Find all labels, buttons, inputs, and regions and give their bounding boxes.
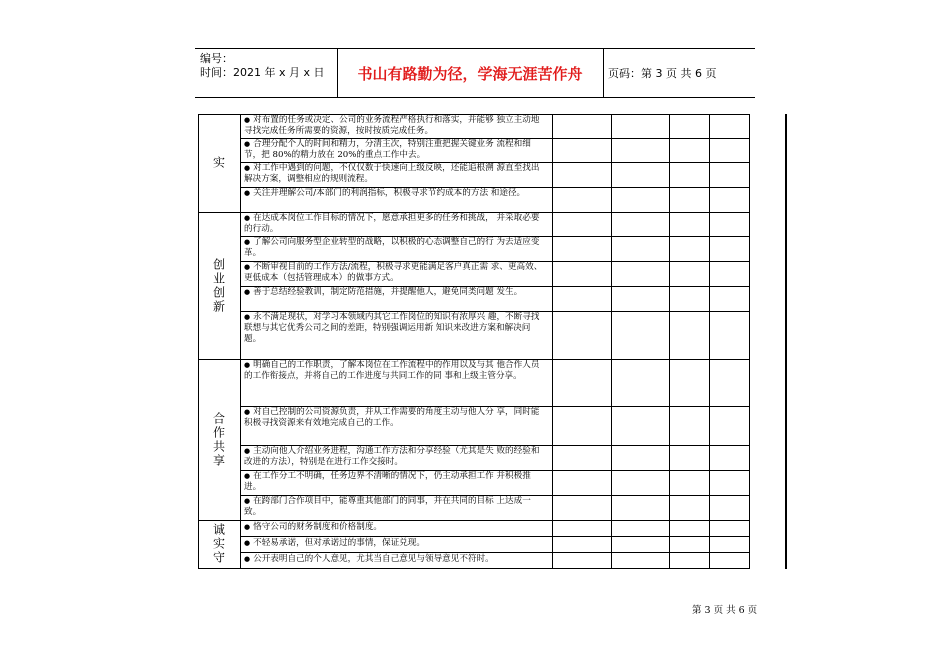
code-label: 编号： — [200, 52, 233, 65]
row-divider — [240, 536, 749, 537]
column-divider — [240, 114, 241, 569]
table-border-bottom — [198, 568, 749, 569]
group-title-chuangye: 创业创新 — [211, 257, 226, 314]
column-divider — [749, 114, 750, 569]
evaluation-table — [198, 114, 789, 569]
criteria-item: ● 不断审视目前的工作方法/流程，积极寻求更能满足客户真正需 求、更高效、更低成本（包括管理成本）的做事方式。 — [244, 262, 543, 284]
criteria-item: ● 合理分配个人的时间和精力，分清主次，特别注重把握关键业务 流程和细节，把 80%的精力放在 20%的重点工作中去。 — [244, 139, 531, 161]
page-header — [195, 48, 755, 98]
column-divider — [552, 114, 553, 569]
group-title-shi: 实 — [211, 156, 226, 170]
date-label: 时间：2021 年 x 月 x 日 — [200, 66, 325, 79]
criteria-item: ● 对布置的任务或决定、公司的业务流程严格执行和落实，并能够 独立主动地寻找完成任务所需要的资源，按时按质完成任务。 — [244, 115, 540, 137]
criteria-item: ● 不轻易承诺，但对承诺过的事情，保证兑现。 — [244, 538, 425, 548]
criteria-item: ● 在跨部门合作项目中，能尊重其他部门的同事，并在共同的目标 上达成一致。 — [244, 496, 531, 518]
criteria-item: ● 对自己控制的公司资源负责，并从工作需要的角度主动与他人分 享，同时能积极寻找资源来有效地完成自己的工作。 — [244, 407, 540, 429]
criteria-item: ● 主动向他人介绍业务进程，沟通工作方法和分享经验（尤其是失 败的经验和改进的方法），特别是在进行工作交接时。 — [244, 446, 540, 468]
criteria-item: ● 对工作中遇到的问题，不仅仅数于快速向上级反映，还能追根溯 源直至找出解决方案，调整相应的规则流程。 — [244, 163, 540, 185]
criteria-item: ● 恪守公司的财务制度和价格制度。 — [244, 522, 383, 532]
column-divider — [611, 114, 612, 569]
criteria-item: ● 善于总结经验教训，制定防范措施，并提醒他人，避免同类问题 发生。 — [244, 287, 523, 297]
criteria-item: ● 永不满足现状，对学习本领域内其它工作岗位的知识有浓厚兴 趣，不断寻找联想与其它优秀公司之间的差距，特别强调运用新 知识来改进方案和解决问题。 — [244, 312, 540, 345]
header-divider — [337, 49, 338, 97]
criteria-item: ● 关注并理解公司/本部门的利润指标，积极寻求节约成本的方法 和途径。 — [244, 188, 526, 198]
column-divider — [669, 114, 670, 569]
table-border-right — [785, 114, 787, 569]
row-divider — [240, 552, 749, 553]
criteria-item: ● 明确自己的工作职责，了解本岗位在工作流程中的作用以及与其 他合作人员的工作衔接点，并将自己的工作进度与共同工作的同 事和上级主管分享。 — [244, 360, 540, 382]
criteria-item: ● 了解公司向服务型企业转型的战略，以积极的心态调整自己的行 为去适应变革。 — [244, 237, 540, 259]
header-divider — [603, 49, 604, 97]
criteria-item: ● 在工作分工不明确，任务边界不清晰的情况下，仍主动承担工作 并积极推进。 — [244, 471, 531, 493]
criteria-item: ● 公开表明自己的个人意见，尤其当自己意见与领导意见不符时。 — [244, 554, 494, 564]
header-info — [200, 52, 325, 80]
group-title-chengxin: 诚实守 — [211, 523, 226, 565]
criteria-item: ● 在达成本岗位工作目标的情况下，愿意承担更多的任务和挑战， 并采取必要的行动。 — [244, 213, 540, 235]
group-divider — [198, 520, 749, 521]
group-title-hezuo: 合作共享 — [211, 411, 226, 468]
page-label: 页码：第 3 页 共 6 页 — [608, 67, 717, 80]
header-motto: 书山有路勤为径，学海无涯苦作舟 — [357, 64, 583, 83]
page-footer: 第 3 页 共 6 页 — [692, 605, 758, 616]
column-divider — [709, 114, 710, 569]
